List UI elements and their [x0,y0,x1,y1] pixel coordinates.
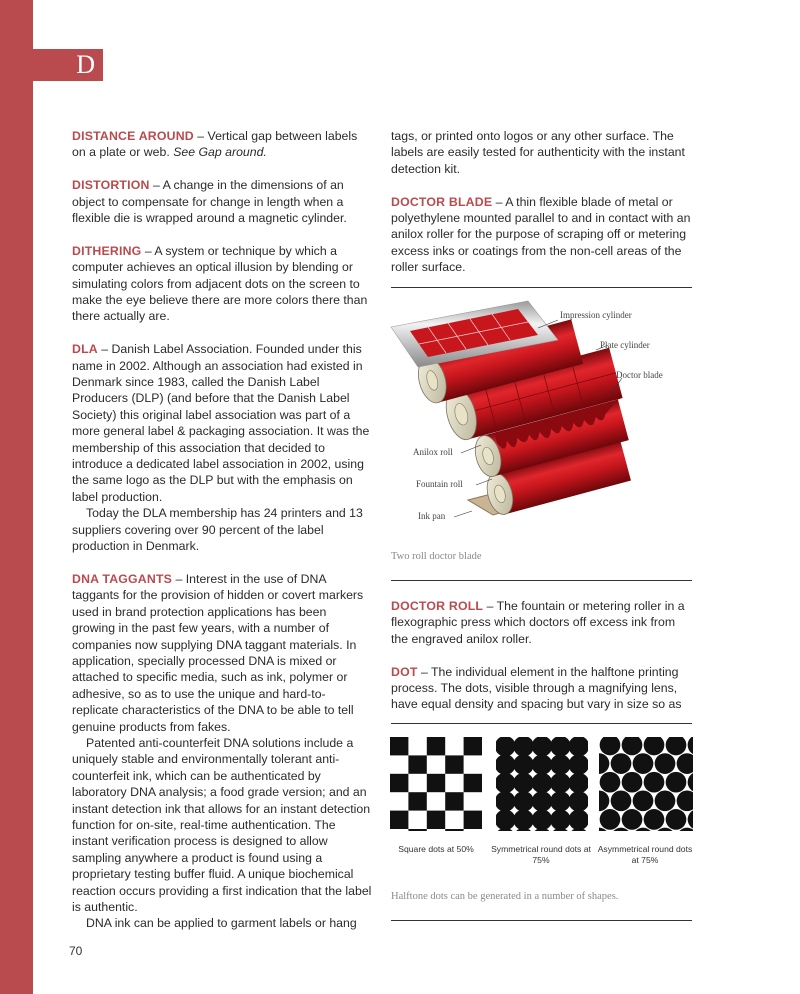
round-dot [568,773,589,794]
halftone-dots-figure [390,737,694,831]
round-dot [495,737,516,757]
entry-distortion [72,177,372,226]
entry-doctor-roll [391,598,694,647]
page-number: 70 [69,944,83,958]
left-column [72,128,372,948]
round-dot [550,773,571,794]
square-dot [408,755,426,773]
round-dot [532,791,553,812]
round-dot [550,737,571,757]
round-dot [688,772,694,793]
entry-doctor-blade [391,194,694,276]
entry-paragraph: DNA ink can be applied to garment labels or hang [86,916,357,931]
round-dot [633,790,654,811]
square-dot [464,737,482,755]
dots-label-asymmetrical: Asymmetrical round dots at 75% [597,844,693,865]
round-dot [589,753,610,774]
label-plate-cylinder: Plate cylinder [600,340,650,350]
entry-text: – A thin flexible blade of metal or polyethylene mounted parallel to and in contact with an anilox roller for the purpose of scraping off or metering excess inks or coatings from the non-cell areas of the roller surface. [391,194,691,275]
square-dot [427,811,445,829]
square-dot [390,737,408,755]
symmetrical-round-dots-swatch [495,737,608,831]
asymmetrical-round-dots-swatch [578,737,694,831]
entry-text: – A system or technique by which a computer achieves an optical illusion by blending or simulating colors from adjacent dots on the screen to make the eye believe there are more colors there than there actually are. [72,243,368,324]
round-dot [644,809,665,830]
dots-bottom-rule [391,920,692,921]
label-impression-cylinder: Impression cylinder [560,310,632,320]
entry-text: – The individual element in the halftone printing process. The dots, visible through a magnifying lens, have equal density and spacing but vary in size so as [391,664,682,712]
round-dot [513,809,534,830]
doctor-blade-figure [388,295,694,540]
side-color-bar [0,0,33,994]
round-dot [513,737,534,757]
label-ink-pan: Ink pan [418,511,446,521]
round-dot [495,791,516,812]
term-heading: DOT [391,664,418,679]
continuation-text: tags, or printed onto logos or any other surface. The labels are easily tested for authenticity with the instant detection kit. [391,129,685,176]
figure-top-rule [391,287,692,288]
round-dot [589,790,610,811]
round-dot [644,737,665,755]
round-dot [622,772,643,793]
term-heading: DOCTOR BLADE [391,194,493,209]
round-dot [495,754,516,775]
term-heading: DNA TAGGANTS [72,571,173,586]
round-dot [600,737,621,755]
round-dot [495,828,516,831]
term-heading: DISTORTION [72,178,150,193]
round-dot [677,790,694,811]
dots-label-symmetrical: Symmetrical round dots at 75% [491,844,591,865]
round-dot [550,791,571,812]
square-dot [445,755,463,773]
round-dot [495,773,516,794]
dots-top-rule [391,723,692,724]
square-dot [408,792,426,810]
right-column-top [391,128,694,292]
round-dot [600,772,621,793]
term-heading: DISTANCE AROUND [72,129,194,143]
square-dots-swatch [390,737,482,831]
figure-caption-dots: Halftone dots can be generated in a number of shapes. [391,891,619,902]
entry-paragraph: Today the DLA membership has 24 printers and 13 suppliers covering over 90 percent of the label production in Denmark. [72,506,363,554]
square-dot [390,811,408,829]
entry-dithering [72,243,372,325]
figure-bottom-rule [391,580,692,581]
entry-dla [72,341,372,554]
entry-dot [391,664,694,713]
dots-label-square: Square dots at 50% [398,844,474,854]
square-dot [464,811,482,829]
round-dot [655,790,676,811]
round-dot [532,737,553,757]
label-fountain-roll: Fountain roll [416,479,463,489]
entry-text: – The fountain or metering roller in a flexographic press which doctors off excess ink from the engraved anilox roller. [391,599,685,646]
label-doctor-blade: Doctor blade [616,370,663,380]
term-heading: DITHERING [72,243,142,258]
round-dot [568,791,589,812]
right-column-middle [391,598,694,713]
entry-text: – Interest in the use of DNA taggants for the provision of hidden or covert markers used in brand protection applications has been growing in the past few years, with a number of companies now supplying DNA taggant materials. In application, specially processed DNA is mixed or attached to specific media, such as ink, polymer or adhesive, so as to use the unique and hard-to-replicate characteristics of the DNA to be able to tell genuine products from fakes. [72,571,364,734]
round-dot [688,809,694,830]
square-dot [464,774,482,792]
square-dot [390,774,408,792]
round-dot [677,753,694,774]
round-dot [550,828,571,831]
round-dot [666,737,687,755]
round-dot [622,809,643,830]
round-dot [568,754,589,775]
figure-caption-rollers: Two roll doctor blade [391,551,482,562]
round-dot [532,754,553,775]
round-dot [655,753,676,774]
round-dot [513,773,534,794]
round-dot [513,754,534,775]
round-dot [513,828,534,831]
label-anilox-roll: Anilox roll [413,447,453,457]
round-dot [666,772,687,793]
term-heading: DOCTOR ROLL [391,599,484,613]
square-dot [445,829,463,831]
round-dot [532,809,553,830]
round-dot [688,737,694,755]
entry-text: – Vertical gap between labels on a plate or web. [72,129,358,160]
section-letter-tab: D [33,49,103,81]
round-dot [633,753,654,774]
round-dot [568,828,589,831]
round-dot [550,754,571,775]
entry-text: – Danish Label Association. Founded under this name in 2002. Although an association had existed in Denmark since 1983, called the Danish Label Producers (DLP) (and before that the Danish Label Society) this original label association was part of a more general label & packaging association. It was the membership of this association that decided to introduce a dedicated label association in 2002, using the same logo as the DLP but with the emphasis on label production. [72,342,370,504]
round-dot [550,809,571,830]
round-dot [611,753,632,774]
square-dot [445,792,463,810]
round-dot [513,791,534,812]
round-dot [568,809,589,830]
square-dot [408,829,426,831]
round-dot [644,772,665,793]
round-dot [532,773,553,794]
entry-text: – A change in the dimensions of an object to compensate for change in length when a flexible die is wrapped around a magnetic cylinder. [72,178,347,226]
round-dot [622,737,643,755]
round-dot [600,809,621,830]
square-dot [427,737,445,755]
round-dot [532,828,553,831]
term-heading: DLA [72,342,98,357]
round-dot [666,809,687,830]
square-dot [427,774,445,792]
round-dot [568,737,589,757]
round-dot [495,809,516,830]
see-reference: See Gap around. [173,145,267,160]
entry-dna-taggants [72,571,372,932]
entry-distance-around [72,128,372,161]
entry-paragraph: Patented anti-counterfeit DNA solutions include a uniquely stable and environmentally tolerant anti-counterfeit ink, which can be authenticated by laboratory DNA analysis; a food grade version; and an instant detection ink that allows for an instant detection function for on-site, real-time authentication. The instant verification process is designed to allow sampling anywhere a product is found using a proprietary testing buffer fluid. A unique biochemical reaction occurs providing a first indication that the label is authentic. [72,735,372,915]
round-dot [611,790,632,811]
